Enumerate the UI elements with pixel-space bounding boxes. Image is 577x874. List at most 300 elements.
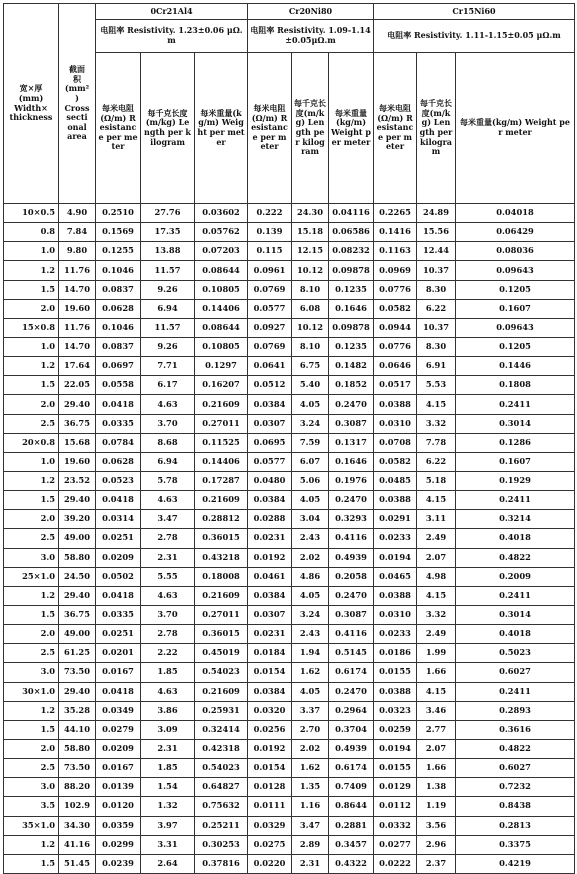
value-cell: 0.0279 — [96, 720, 141, 739]
value-cell: 7.71 — [141, 357, 195, 376]
value-cell: 11.57 — [141, 261, 195, 280]
value-cell: 0.18008 — [195, 567, 248, 586]
value-cell: 4.98 — [417, 567, 456, 586]
value-cell: 0.0233 — [374, 625, 417, 644]
value-cell: 0.0384 — [248, 395, 292, 414]
value-cell: 3.47 — [292, 816, 329, 835]
resistance-per-meter-header: 每米电阻(Ω/m) Resistance per meter — [96, 53, 141, 204]
value-cell: 22.05 — [59, 376, 96, 395]
value-cell: 17.64 — [59, 357, 96, 376]
value-cell: 0.1255 — [96, 242, 141, 261]
size-cell: 35×1.0 — [4, 816, 59, 835]
size-cell: 15×0.8 — [4, 318, 59, 337]
size-cell: 1.5 — [4, 605, 59, 624]
value-cell: 0.0769 — [248, 337, 292, 356]
value-cell: 0.3293 — [329, 510, 374, 529]
size-cell: 3.5 — [4, 797, 59, 816]
value-cell: 0.1482 — [329, 357, 374, 376]
value-cell: 0.1205 — [456, 337, 575, 356]
value-cell: 23.52 — [59, 471, 96, 490]
value-cell: 3.56 — [417, 816, 456, 835]
value-cell: 0.0277 — [374, 835, 417, 854]
value-cell: 4.63 — [141, 586, 195, 605]
value-cell: 27.76 — [141, 204, 195, 223]
value-cell: 0.0388 — [374, 491, 417, 510]
value-cell: 0.0112 — [374, 797, 417, 816]
value-cell: 1.94 — [292, 644, 329, 663]
weight-per-meter-header: 每米重量(kg/m) Weight per meter — [329, 53, 374, 204]
value-cell: 0.0167 — [96, 663, 141, 682]
value-cell: 0.0192 — [248, 548, 292, 567]
value-cell: 0.139 — [248, 223, 292, 242]
table-row — [4, 318, 575, 337]
value-cell: 8.68 — [141, 433, 195, 452]
value-cell: 0.7409 — [329, 778, 374, 797]
size-cell: 2.0 — [4, 625, 59, 644]
value-cell: 3.32 — [417, 414, 456, 433]
value-cell: 0.0628 — [96, 452, 141, 471]
value-cell: 0.2470 — [329, 395, 374, 414]
value-cell: 0.3014 — [456, 605, 575, 624]
value-cell: 0.1569 — [96, 223, 141, 242]
value-cell: 1.19 — [417, 797, 456, 816]
value-cell: 0.0239 — [96, 854, 141, 873]
value-cell: 17.35 — [141, 223, 195, 242]
value-cell: 0.0512 — [248, 376, 292, 395]
value-cell: 73.50 — [59, 759, 96, 778]
value-cell: 19.60 — [59, 299, 96, 318]
value-cell: 0.0259 — [374, 720, 417, 739]
value-cell: 2.31 — [141, 739, 195, 758]
value-cell: 0.0139 — [96, 778, 141, 797]
table-body — [4, 204, 575, 874]
value-cell: 0.0577 — [248, 452, 292, 471]
value-cell: 24.50 — [59, 567, 96, 586]
value-cell: 0.0209 — [96, 548, 141, 567]
value-cell: 6.94 — [141, 299, 195, 318]
value-cell: 0.17287 — [195, 471, 248, 490]
size-cell: 30×1.0 — [4, 682, 59, 701]
size-cell: 2.5 — [4, 414, 59, 433]
weight-per-meter-header: 每米重量(kg/m) Weight per meter — [195, 53, 248, 204]
value-cell: 0.0275 — [248, 835, 292, 854]
value-cell: 0.0517 — [374, 376, 417, 395]
value-cell: 0.0323 — [374, 701, 417, 720]
value-cell: 2.49 — [417, 529, 456, 548]
value-cell: 0.0769 — [248, 280, 292, 299]
value-cell: 0.0154 — [248, 663, 292, 682]
value-cell: 3.31 — [141, 835, 195, 854]
value-cell: 0.0837 — [96, 337, 141, 356]
value-cell: 0.3704 — [329, 720, 374, 739]
value-cell: 0.2265 — [374, 204, 417, 223]
value-cell: 0.0944 — [374, 318, 417, 337]
value-cell: 0.0220 — [248, 854, 292, 873]
value-cell: 0.0251 — [96, 529, 141, 548]
value-cell: 0.1235 — [329, 337, 374, 356]
value-cell: 4.90 — [59, 204, 96, 223]
value-cell: 6.17 — [141, 376, 195, 395]
value-cell: 0.4322 — [329, 854, 374, 873]
table-row — [4, 778, 575, 797]
value-cell: 0.0927 — [248, 318, 292, 337]
value-cell: 49.00 — [59, 529, 96, 548]
value-cell: 10.12 — [292, 261, 329, 280]
value-cell: 6.75 — [292, 357, 329, 376]
value-cell: 3.97 — [141, 816, 195, 835]
value-cell: 0.08232 — [329, 242, 374, 261]
value-cell: 0.0256 — [248, 720, 292, 739]
value-cell: 0.08644 — [195, 261, 248, 280]
value-cell: 5.78 — [141, 471, 195, 490]
table-row — [4, 567, 575, 586]
size-cell: 3.0 — [4, 778, 59, 797]
value-cell: 0.30253 — [195, 835, 248, 854]
value-cell: 8.30 — [417, 280, 456, 299]
value-cell: 0.05762 — [195, 223, 248, 242]
value-cell: 0.36015 — [195, 625, 248, 644]
value-cell: 0.21609 — [195, 491, 248, 510]
value-cell: 11.76 — [59, 318, 96, 337]
value-cell: 0.0646 — [374, 357, 417, 376]
value-cell: 0.54023 — [195, 759, 248, 778]
value-cell: 0.5145 — [329, 644, 374, 663]
table-row — [4, 720, 575, 739]
value-cell: 4.15 — [417, 395, 456, 414]
value-cell: 0.0155 — [374, 663, 417, 682]
value-cell: 0.3087 — [329, 605, 374, 624]
value-cell: 0.1446 — [456, 357, 575, 376]
value-cell: 58.80 — [59, 548, 96, 567]
value-cell: 0.0194 — [374, 739, 417, 758]
value-cell: 2.77 — [417, 720, 456, 739]
value-cell: 6.94 — [141, 452, 195, 471]
value-cell: 0.0628 — [96, 299, 141, 318]
value-cell: 0.25931 — [195, 701, 248, 720]
value-cell: 0.0418 — [96, 682, 141, 701]
value-cell: 0.0251 — [96, 625, 141, 644]
value-cell: 41.16 — [59, 835, 96, 854]
value-cell: 51.45 — [59, 854, 96, 873]
value-cell: 0.0502 — [96, 567, 141, 586]
value-cell: 3.24 — [292, 414, 329, 433]
value-cell: 0.07203 — [195, 242, 248, 261]
size-cell: 2.5 — [4, 644, 59, 663]
value-cell: 0.0485 — [374, 471, 417, 490]
value-cell: 0.2893 — [456, 701, 575, 720]
value-cell: 0.0784 — [96, 433, 141, 452]
value-cell: 9.80 — [59, 242, 96, 261]
table-row — [4, 337, 575, 356]
value-cell: 0.03602 — [195, 204, 248, 223]
value-cell: 0.0776 — [374, 337, 417, 356]
value-cell: 2.02 — [292, 739, 329, 758]
value-cell: 15.18 — [292, 223, 329, 242]
value-cell: 0.0231 — [248, 529, 292, 548]
value-cell: 0.2411 — [456, 682, 575, 701]
length-per-kg-header: 每千克长度(m/kg) Length per kilogram — [141, 53, 195, 204]
value-cell: 0.6027 — [456, 663, 575, 682]
resistivity-header: 电阻率 Resistivity. 1.09-1.14±0.05μΩ.m — [248, 20, 374, 53]
value-cell: 3.70 — [141, 414, 195, 433]
value-cell: 2.37 — [417, 854, 456, 873]
size-cell: 1.0 — [4, 452, 59, 471]
value-cell: 0.0314 — [96, 510, 141, 529]
value-cell: 24.89 — [417, 204, 456, 223]
size-cell: 1.5 — [4, 720, 59, 739]
table-row — [4, 701, 575, 720]
value-cell: 0.0192 — [248, 739, 292, 758]
resistivity-header: 电阻率 Resistivity. 1.23±0.06 μΩ.m — [96, 20, 248, 53]
value-cell: 2.70 — [292, 720, 329, 739]
value-cell: 4.63 — [141, 491, 195, 510]
value-cell: 2.96 — [417, 835, 456, 854]
value-cell: 15.68 — [59, 433, 96, 452]
value-cell: 0.4939 — [329, 739, 374, 758]
value-cell: 0.4018 — [456, 529, 575, 548]
size-cell: 1.2 — [4, 586, 59, 605]
value-cell: 0.1976 — [329, 471, 374, 490]
value-cell: 7.84 — [59, 223, 96, 242]
value-cell: 0.1163 — [374, 242, 417, 261]
table-row — [4, 605, 575, 624]
value-cell: 0.0384 — [248, 491, 292, 510]
value-cell: 88.20 — [59, 778, 96, 797]
value-cell: 0.0418 — [96, 491, 141, 510]
size-cell: 3.0 — [4, 663, 59, 682]
table-row — [4, 471, 575, 490]
value-cell: 12.44 — [417, 242, 456, 261]
value-cell: 0.10805 — [195, 280, 248, 299]
value-cell: 2.22 — [141, 644, 195, 663]
value-cell: 0.8644 — [329, 797, 374, 816]
value-cell: 0.08644 — [195, 318, 248, 337]
value-cell: 0.0961 — [248, 261, 292, 280]
value-cell: 0.0388 — [374, 682, 417, 701]
resistance-per-meter-header: 每米电阻(Ω/m) Resistance per meter — [374, 53, 417, 204]
value-cell: 0.0167 — [96, 759, 141, 778]
value-cell: 0.14406 — [195, 452, 248, 471]
size-cell: 1.2 — [4, 471, 59, 490]
size-cell: 1.2 — [4, 261, 59, 280]
value-cell: 0.27011 — [195, 414, 248, 433]
value-cell: 39.20 — [59, 510, 96, 529]
resistivity-header: 电阻率 Resistivity. 1.11-1.15±0.05 μΩ.m — [374, 20, 575, 53]
value-cell: 0.0320 — [248, 701, 292, 720]
value-cell: 0.1929 — [456, 471, 575, 490]
value-cell: 0.0837 — [96, 280, 141, 299]
table-row — [4, 414, 575, 433]
value-cell: 0.6027 — [456, 759, 575, 778]
value-cell: 0.0222 — [374, 854, 417, 873]
value-cell: 2.31 — [141, 548, 195, 567]
value-cell: 4.05 — [292, 586, 329, 605]
value-cell: 4.15 — [417, 586, 456, 605]
size-cell: 1.5 — [4, 280, 59, 299]
value-cell: 0.0291 — [374, 510, 417, 529]
value-cell: 0.7232 — [456, 778, 575, 797]
value-cell: 2.02 — [292, 548, 329, 567]
value-cell: 0.21609 — [195, 682, 248, 701]
weight-per-meter-header: 每米重量(kg/m) Weight per meter — [456, 53, 575, 204]
value-cell: 0.3375 — [456, 835, 575, 854]
value-cell: 0.3087 — [329, 414, 374, 433]
table-row — [4, 357, 575, 376]
value-cell: 0.0310 — [374, 605, 417, 624]
value-cell: 2.31 — [292, 854, 329, 873]
value-cell: 4.86 — [292, 567, 329, 586]
size-header: 宽×厚 (mm) Width× thickness — [4, 4, 59, 204]
alloy-resistance-table — [3, 3, 575, 874]
value-cell: 4.63 — [141, 682, 195, 701]
table-row — [4, 223, 575, 242]
value-cell: 35.28 — [59, 701, 96, 720]
size-cell: 0.8 — [4, 223, 59, 242]
table-row — [4, 625, 575, 644]
value-cell: 0.08036 — [456, 242, 575, 261]
table-row — [4, 510, 575, 529]
value-cell: 0.0299 — [96, 835, 141, 854]
value-cell: 0.1416 — [374, 223, 417, 242]
value-cell: 2.78 — [141, 625, 195, 644]
value-cell: 29.40 — [59, 491, 96, 510]
value-cell: 4.05 — [292, 395, 329, 414]
value-cell: 10.37 — [417, 318, 456, 337]
value-cell: 0.0388 — [374, 586, 417, 605]
size-cell: 2.5 — [4, 529, 59, 548]
value-cell: 0.0307 — [248, 605, 292, 624]
value-cell: 0.0129 — [374, 778, 417, 797]
size-cell: 1.0 — [4, 337, 59, 356]
value-cell: 0.2411 — [456, 395, 575, 414]
value-cell: 0.21609 — [195, 395, 248, 414]
value-cell: 0.09643 — [456, 261, 575, 280]
table-row — [4, 376, 575, 395]
value-cell: 0.1317 — [329, 433, 374, 452]
value-cell: 0.6174 — [329, 759, 374, 778]
value-cell: 0.14406 — [195, 299, 248, 318]
size-cell: 1.2 — [4, 357, 59, 376]
value-cell: 0.0231 — [248, 625, 292, 644]
size-cell: 1.5 — [4, 491, 59, 510]
size-cell: 2.5 — [4, 759, 59, 778]
alloy-name-header: Cr20Ni80 — [248, 4, 374, 20]
value-cell: 0.0120 — [96, 797, 141, 816]
value-cell: 102.9 — [59, 797, 96, 816]
value-cell: 0.1646 — [329, 299, 374, 318]
value-cell: 0.2009 — [456, 567, 575, 586]
value-cell: 4.05 — [292, 491, 329, 510]
value-cell: 0.09878 — [329, 318, 374, 337]
value-cell: 0.0310 — [374, 414, 417, 433]
table-row — [4, 816, 575, 835]
value-cell: 0.0558 — [96, 376, 141, 395]
value-cell: 0.37816 — [195, 854, 248, 873]
value-cell: 0.0708 — [374, 433, 417, 452]
size-cell: 2.0 — [4, 299, 59, 318]
value-cell: 0.3457 — [329, 835, 374, 854]
value-cell: 0.06429 — [456, 223, 575, 242]
value-cell: 2.07 — [417, 739, 456, 758]
value-cell: 10.37 — [417, 261, 456, 280]
value-cell: 2.43 — [292, 625, 329, 644]
value-cell: 0.1646 — [329, 452, 374, 471]
value-cell: 0.32414 — [195, 720, 248, 739]
value-cell: 0.28812 — [195, 510, 248, 529]
value-cell: 3.37 — [292, 701, 329, 720]
value-cell: 0.1607 — [456, 299, 575, 318]
value-cell: 0.2058 — [329, 567, 374, 586]
value-cell: 0.45019 — [195, 644, 248, 663]
value-cell: 4.15 — [417, 491, 456, 510]
value-cell: 49.00 — [59, 625, 96, 644]
value-cell: 3.32 — [417, 605, 456, 624]
value-cell: 10.12 — [292, 318, 329, 337]
value-cell: 8.10 — [292, 337, 329, 356]
value-cell: 36.75 — [59, 605, 96, 624]
value-cell: 0.0695 — [248, 433, 292, 452]
value-cell: 1.54 — [141, 778, 195, 797]
value-cell: 1.66 — [417, 759, 456, 778]
size-cell: 1.5 — [4, 376, 59, 395]
value-cell: 0.0480 — [248, 471, 292, 490]
table-row — [4, 204, 575, 223]
table-row — [4, 586, 575, 605]
value-cell: 0.2813 — [456, 816, 575, 835]
value-cell: 0.1808 — [456, 376, 575, 395]
value-cell: 0.2964 — [329, 701, 374, 720]
alloy-name-header: Cr15Ni60 — [374, 4, 575, 20]
value-cell: 6.91 — [417, 357, 456, 376]
value-cell: 5.55 — [141, 567, 195, 586]
value-cell: 2.07 — [417, 548, 456, 567]
value-cell: 1.99 — [417, 644, 456, 663]
value-cell: 73.50 — [59, 663, 96, 682]
value-cell: 1.35 — [292, 778, 329, 797]
value-cell: 3.09 — [141, 720, 195, 739]
resistance-per-meter-header: 每米电阻(Ω/m) Resistance per meter — [248, 53, 292, 204]
value-cell: 0.0184 — [248, 644, 292, 663]
value-cell: 1.66 — [417, 663, 456, 682]
value-cell: 0.75632 — [195, 797, 248, 816]
value-cell: 2.89 — [292, 835, 329, 854]
value-cell: 0.0335 — [96, 605, 141, 624]
value-cell: 0.3616 — [456, 720, 575, 739]
value-cell: 2.78 — [141, 529, 195, 548]
area-header: 截面 积 (mm² ) Cross secti onal area — [59, 4, 96, 204]
value-cell: 11.57 — [141, 318, 195, 337]
size-cell: 1.2 — [4, 835, 59, 854]
value-cell: 0.0384 — [248, 586, 292, 605]
value-cell: 8.30 — [417, 337, 456, 356]
value-cell: 0.0186 — [374, 644, 417, 663]
value-cell: 1.32 — [141, 797, 195, 816]
value-cell: 0.0582 — [374, 299, 417, 318]
value-cell: 0.10805 — [195, 337, 248, 356]
value-cell: 0.0461 — [248, 567, 292, 586]
table-row — [4, 395, 575, 414]
table-row — [4, 548, 575, 567]
value-cell: 0.0128 — [248, 778, 292, 797]
value-cell: 0.0349 — [96, 701, 141, 720]
value-cell: 0.0209 — [96, 739, 141, 758]
value-cell: 0.6174 — [329, 663, 374, 682]
table-row — [4, 854, 575, 873]
value-cell: 19.60 — [59, 452, 96, 471]
value-cell: 1.16 — [292, 797, 329, 816]
value-cell: 14.70 — [59, 280, 96, 299]
size-cell: 2.0 — [4, 739, 59, 758]
